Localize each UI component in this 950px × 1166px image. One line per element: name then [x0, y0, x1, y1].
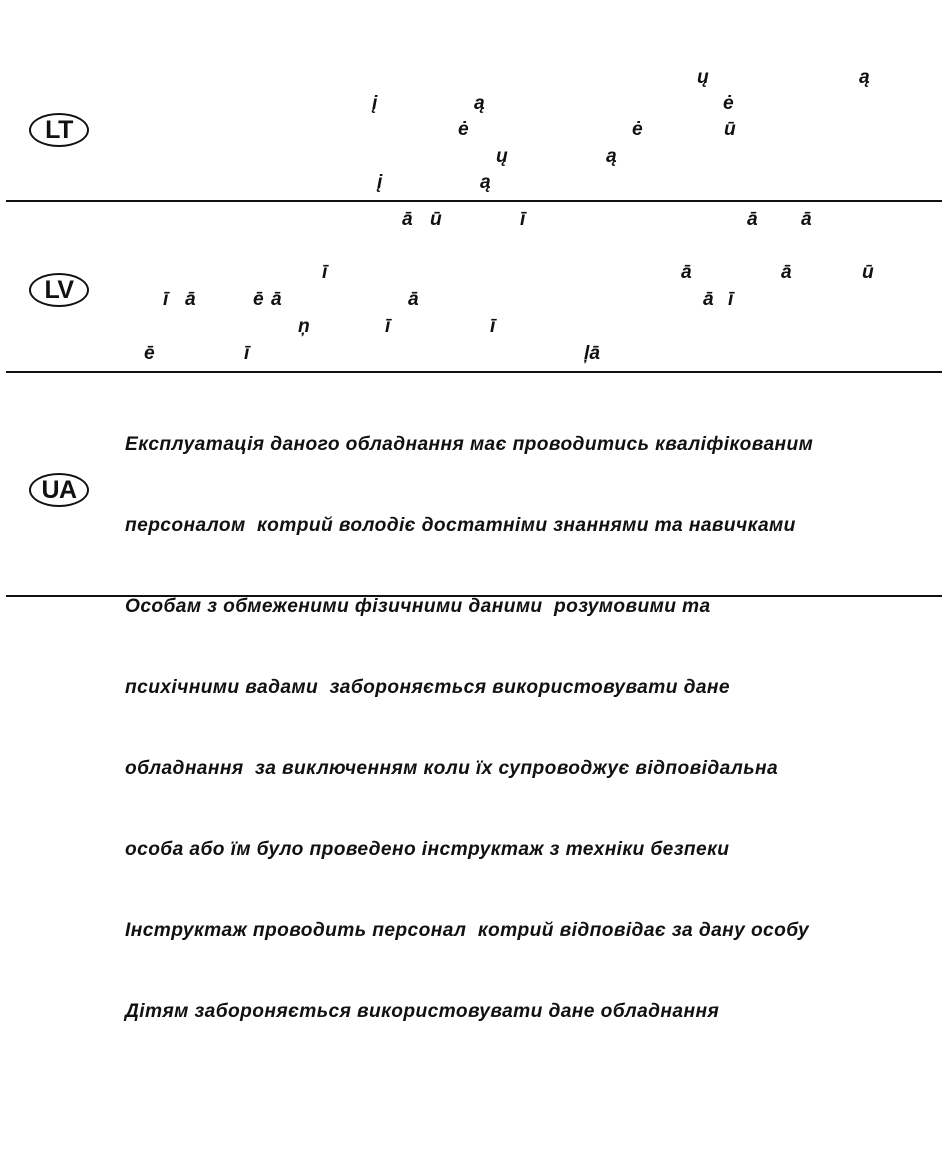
lt-glyph: ė — [723, 93, 734, 114]
section-ua — [6, 373, 942, 1022]
lv-glyph: ī — [244, 343, 250, 364]
lt-glyph: ė — [458, 119, 469, 140]
lv-glyph: ī — [163, 289, 169, 310]
ua-line: обладнання за виключенням коли їх супроводжує відповідальна — [125, 758, 779, 779]
ua-line: Особам з обмеженими фізичними даними розумовими та — [125, 596, 711, 617]
ua-line: Інструктаж проводить персонал котрий відповідає за дану особу — [125, 920, 810, 941]
language-badge-lv: LV — [29, 273, 89, 307]
lt-glyph: ą — [859, 67, 870, 88]
ua-line: Експлуатація даного обладнання має проводитись кваліфікованим — [125, 434, 814, 455]
lv-glyph: ī — [322, 262, 328, 283]
lt-glyph: ą — [480, 172, 491, 193]
language-badge-ua: UA — [29, 473, 89, 507]
lt-glyph: ų — [697, 67, 709, 88]
lv-glyph: ā — [408, 289, 419, 310]
lv-glyph: ē — [144, 343, 155, 364]
section-lt — [6, 62, 942, 202]
language-badge-lt: LT — [29, 113, 89, 147]
lt-glyph: ė — [632, 119, 643, 140]
lt-glyph: ą — [606, 146, 617, 167]
lv-glyph: ē — [253, 289, 264, 310]
lt-glyph: ū — [724, 119, 736, 140]
lv-glyph: ū — [862, 262, 874, 283]
section-lv — [6, 202, 942, 373]
ua-line: особа або їм було проведено інструктаж з техніки безпеки — [125, 839, 730, 860]
lt-glyph: į — [372, 93, 378, 114]
lt-glyph: ą — [474, 93, 485, 114]
ua-line: психічними вадами забороняється використовувати дане — [125, 677, 730, 698]
lv-glyph: ņ — [298, 316, 310, 337]
lv-glyph: ā — [747, 209, 758, 230]
lv-glyph: ā — [703, 289, 714, 310]
lv-glyph: ļā — [584, 343, 601, 364]
lv-glyph: ā — [781, 262, 792, 283]
lv-glyph: ū — [430, 209, 442, 230]
lt-glyph: ų — [496, 146, 508, 167]
lv-glyph: ā — [801, 209, 812, 230]
lv-glyph: ā — [185, 289, 196, 310]
lv-glyph: ī — [490, 316, 496, 337]
lv-glyph: ā — [402, 209, 413, 230]
ua-line: персоналом котрий володіє достатніми знаннями та навичками — [125, 515, 796, 536]
lt-glyph: į — [377, 172, 383, 193]
lv-glyph: ā — [271, 289, 282, 310]
lv-glyph: ī — [385, 316, 391, 337]
lv-glyph: ī — [728, 289, 734, 310]
lv-glyph: ī — [520, 209, 526, 230]
lv-glyph: ā — [681, 262, 692, 283]
ua-text-block — [125, 377, 942, 1079]
ua-line: Дітям забороняється використовувати дане обладнання — [125, 1001, 720, 1022]
